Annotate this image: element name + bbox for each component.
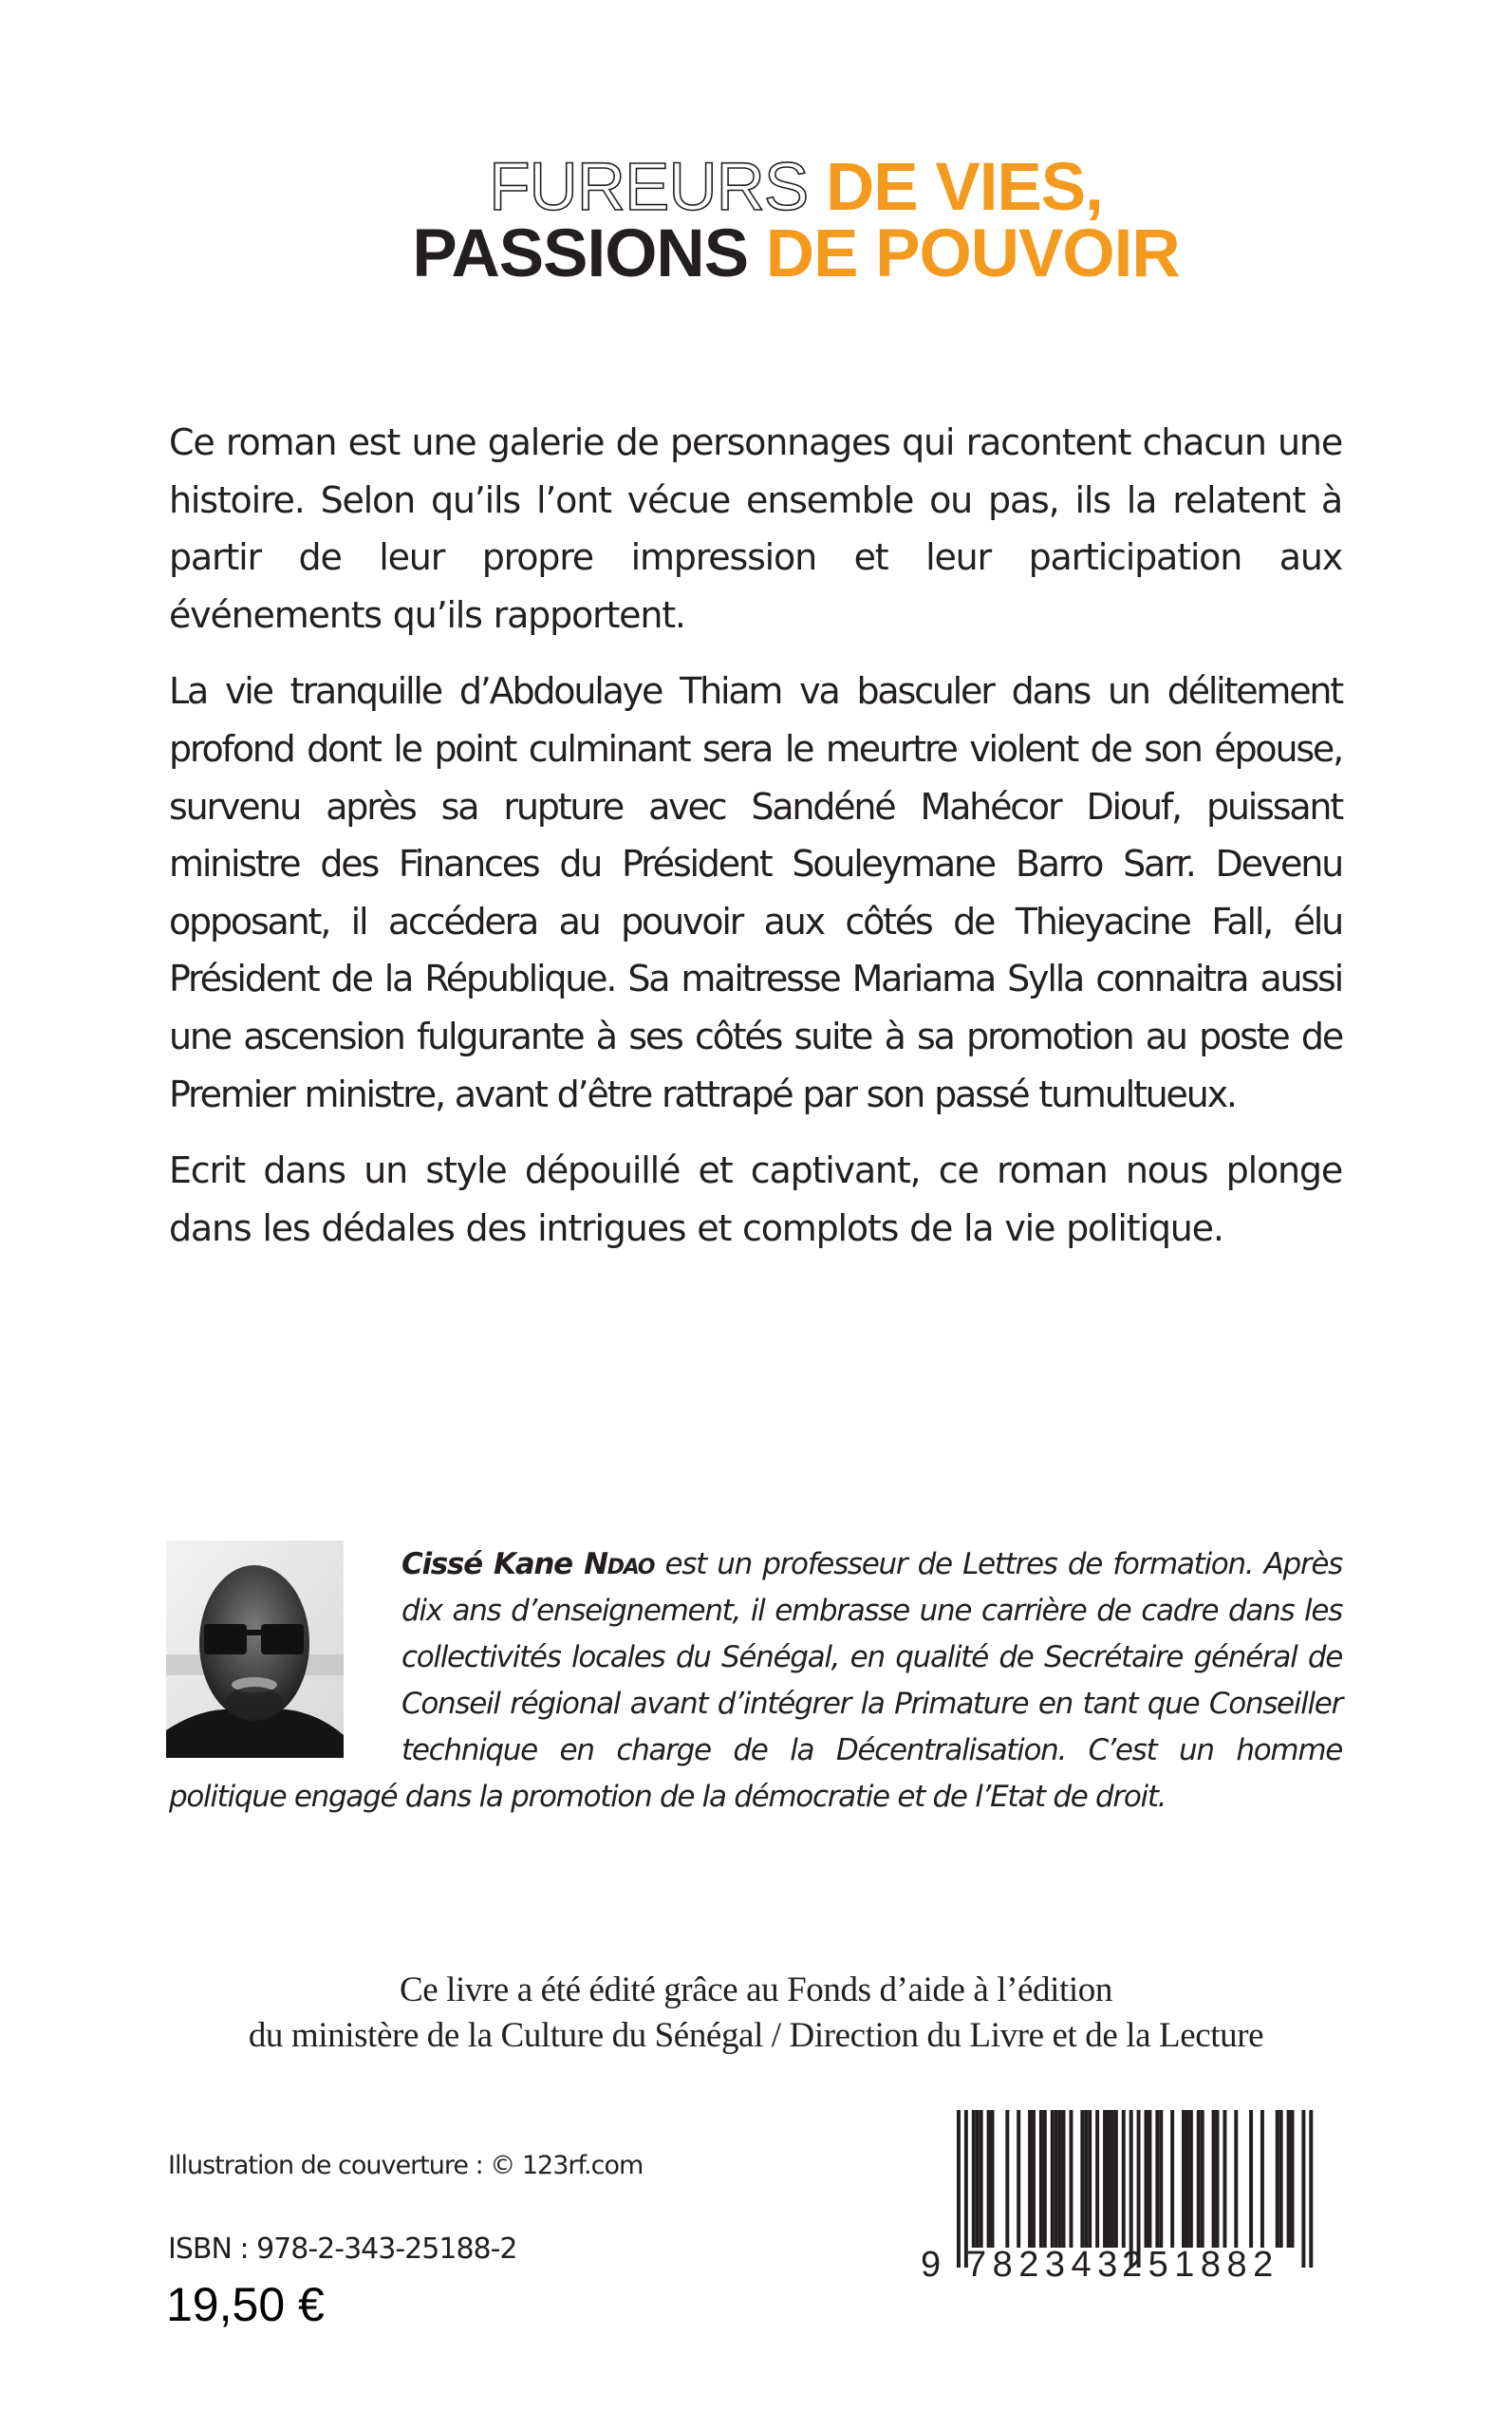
author-name [401,1547,654,1581]
title-word-de-pouvoir: DE POUVOIR [765,216,1180,291]
synopsis-paragraph-2: La vie tranquille d’Abdoulaye Thiam va basculer dans un délitement profond dont le point culminant sera le meurtre violent de son épouse, survenu après sa rupture avec Sandéné Mahécor Diouf, puissant ministre des Finances du Président Souleymane Barro Sarr. Devenu opposant, il accédera au pouvoir aux côtés de Thieyacine Fall, élu Président de la République. Sa maitresse Mariama Sylla connaitra aussi une ascension fulgurante à ses côtés suite à sa promotion au poste de Premier ministre, avant d’être rattrapé par son passé tumultueux. [169,670,1342,1115]
illustration-credit: Illustration de couverture : © 123rf.com [168,2151,644,2180]
barcode-right-digits: 251882 [1122,2245,1279,2285]
funding-note-line-2: du ministère de la Culture du Sénégal / Direction du Livre et de la Lecture [248,2016,1264,2055]
title-word-fureurs: FUREURS [489,150,809,225]
barcode-first-digit: 9 [921,2245,942,2285]
funding-note [0,1968,1512,2059]
photo-wrap-spacer [169,1541,401,1771]
book-title [0,150,1512,291]
synopsis-paragraph-1: Ce roman est une galerie de personnages qui racontent chacun une histoire. Selon qu’ils l’ont vécue ensemble ou pas, ils la relatent à partir de leur propre impression et leur participation aux événements qu’ils rapportent. [169,421,1342,636]
isbn-barcode [911,2105,1329,2286]
title-line-1 [80,150,1512,225]
funding-note-line-1: Ce livre a été édité grâce au Fonds d’aide à l’édition [400,1970,1112,2009]
synopsis [169,414,1342,1276]
title-word-passions: PASSIONS [412,216,749,291]
author-bio [169,1541,1342,1821]
title-word-de-vies: DE VIES, [826,150,1103,225]
synopsis-paragraph-3: Ecrit dans un style dépouillé et captivant, ce roman nous plonge dans les dédales des intrigues et complots de la vie politique. [169,1149,1342,1249]
author-last-name: Ndao [584,1547,655,1581]
author-first-names: Cissé Kane [401,1547,572,1581]
isbn: ISBN : 978-2-343-25188-2 [168,2232,517,2266]
title-line-2 [80,216,1512,291]
author-bio-text: est un professeur de Lettres de formation. Après dix ans d’enseignement, il embrasse une carrière de cadre dans les collectivités locales du Sénégal, en qualité de Secrétaire général de Conseil régional avant d’intégrer la Primature en tant que Conseiller technique en charge de la Décentralisation. C’est un homme politique engagé dans la promotion de la démocratie et de l’Etat de droit. [169,1547,1342,1814]
price: 19,50 € [166,2278,325,2331]
barcode-icon [911,2105,1329,2286]
barcode-left-digits: 782343 [966,2245,1124,2285]
